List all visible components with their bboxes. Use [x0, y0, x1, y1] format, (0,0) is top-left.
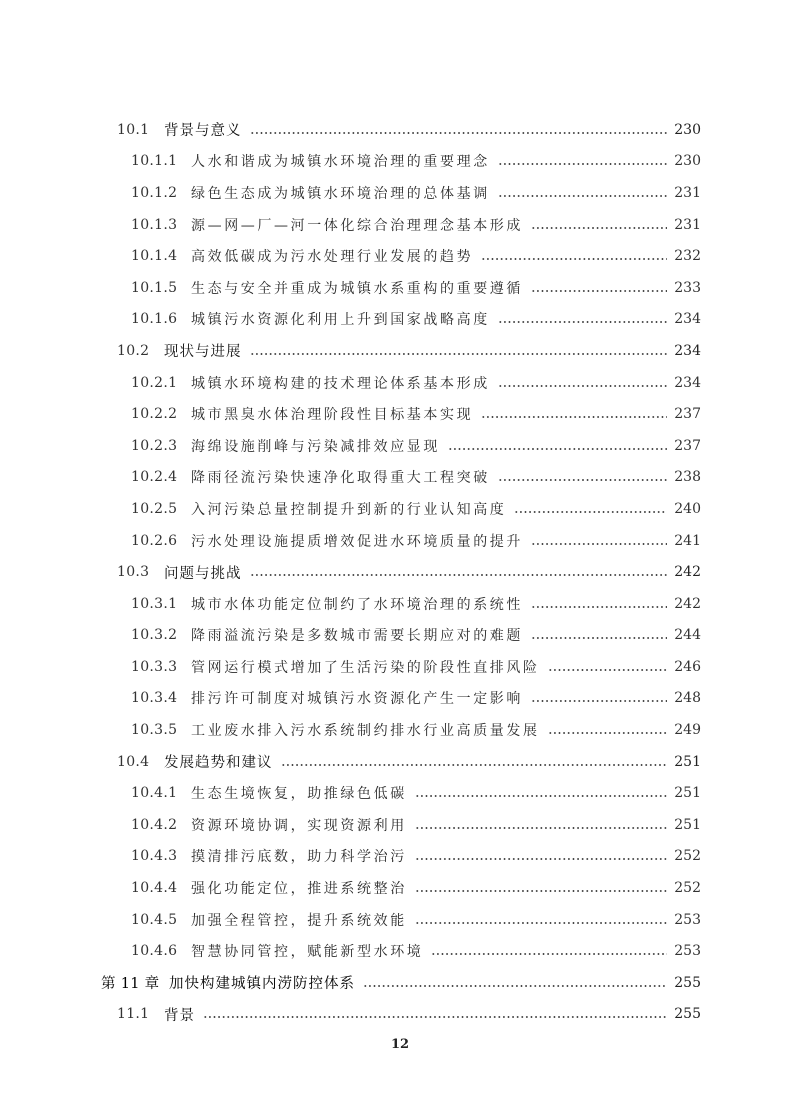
dot-leader	[514, 511, 667, 513]
toc-entry-title: 城市黑臭水体治理阶段性目标基本实现	[191, 407, 474, 424]
toc-entry-page: 248	[674, 690, 701, 707]
toc-entry-number: 10.4.1	[131, 785, 178, 802]
toc-entry-title: 生态生境恢复，助推绿色低碳	[191, 786, 407, 803]
dot-leader	[415, 890, 667, 892]
toc-subsection-entry[interactable]	[0, 462, 800, 494]
toc-entry-number: 10.1.1	[131, 153, 178, 170]
dot-leader	[498, 163, 667, 165]
toc-subsection-entry[interactable]	[0, 683, 800, 715]
toc-entry-number: 11.1	[117, 1006, 150, 1023]
dot-leader	[498, 385, 667, 387]
dot-leader	[448, 448, 667, 450]
toc-entry-page: 252	[674, 880, 701, 897]
toc-subsection-entry[interactable]	[0, 304, 800, 336]
dot-leader	[498, 195, 667, 197]
toc-entry-title: 背景与意义	[164, 123, 242, 140]
toc-entry-title: 现状与进展	[164, 344, 242, 361]
toc-entry-number: 10.2.6	[131, 532, 178, 549]
toc-entry-number: 10.3.1	[131, 595, 178, 612]
dot-leader	[531, 543, 667, 545]
dot-leader	[281, 764, 668, 766]
toc-subsection-entry[interactable]	[0, 240, 800, 272]
toc-entry-page: 238	[674, 469, 701, 486]
toc-entry-page: 237	[674, 406, 701, 423]
dot-leader	[531, 606, 667, 608]
toc-subsection-entry[interactable]	[0, 714, 800, 746]
toc-entry-title: 海绵设施削峰与污染减排效应显现	[191, 438, 440, 455]
toc-entry-number: 10.3.5	[131, 722, 178, 739]
dot-leader	[531, 637, 667, 639]
toc-entry-page: 253	[674, 943, 701, 960]
dot-leader	[431, 953, 667, 955]
toc-subsection-entry[interactable]	[0, 367, 800, 399]
toc-entry-title: 污水处理设施提质增效促进水环境质量的提升	[191, 533, 523, 550]
toc-entry-number: 10.3.3	[131, 658, 178, 675]
toc-entry-title: 强化功能定位，推进系统整治	[191, 881, 407, 898]
dot-leader	[250, 574, 668, 576]
toc-entry-page: 251	[674, 816, 701, 833]
dot-leader	[548, 732, 668, 734]
dot-leader	[250, 353, 668, 355]
toc-entry-number: 第 11 章	[101, 976, 160, 993]
dot-leader	[498, 321, 667, 323]
toc-entry-page: 234	[674, 311, 701, 328]
toc-subsection-entry[interactable]	[0, 904, 800, 936]
toc-subsection-entry[interactable]	[0, 177, 800, 209]
dot-leader	[481, 258, 667, 260]
toc-entry-number: 10.2.4	[131, 469, 178, 486]
toc-entry-title: 入河污染总量控制提升到新的行业认知高度	[191, 501, 507, 518]
dot-leader	[363, 985, 667, 987]
toc-entry-page: 242	[674, 595, 701, 612]
toc-subsection-entry[interactable]	[0, 841, 800, 873]
toc-entry-number: 10.1	[117, 121, 150, 138]
toc-subsection-entry[interactable]	[0, 651, 800, 683]
dot-leader	[415, 858, 667, 860]
toc-entry-page: 240	[674, 500, 701, 517]
toc-entry-page: 246	[674, 658, 701, 675]
toc-entry-page: 251	[674, 785, 701, 802]
toc-entry-title: 排污许可制度对城镇污水资源化产生一定影响	[191, 691, 523, 708]
toc-entry-page: 231	[674, 184, 701, 201]
toc-entry-number: 10.4.5	[131, 911, 178, 928]
toc-section-entry[interactable]	[0, 746, 800, 778]
toc-entry-page: 255	[674, 1006, 701, 1023]
toc-section-entry[interactable]	[0, 335, 800, 367]
toc-entry-title: 工业废水排入污水系统制约排水行业高质量发展	[191, 723, 540, 740]
toc-subsection-entry[interactable]	[0, 272, 800, 304]
toc-subsection-entry[interactable]	[0, 493, 800, 525]
toc-subsection-entry[interactable]	[0, 209, 800, 241]
dot-leader	[531, 700, 667, 702]
dot-leader	[531, 227, 667, 229]
toc-entry-number: 10.2.3	[131, 437, 178, 454]
dot-leader	[250, 132, 668, 134]
toc-entry-number: 10.4.6	[131, 943, 178, 960]
page-number: 12	[390, 1037, 410, 1052]
toc-entry-number: 10.4.2	[131, 816, 178, 833]
toc-subsection-entry[interactable]	[0, 588, 800, 620]
toc-subsection-entry[interactable]	[0, 398, 800, 430]
toc-entry-title: 降雨径流污染快速净化取得重大工程突破	[191, 470, 490, 487]
table-of-contents	[0, 114, 800, 1030]
toc-entry-page: 244	[674, 627, 701, 644]
toc-entry-number: 10.1.4	[131, 248, 178, 265]
toc-entry-page: 231	[674, 216, 701, 233]
toc-subsection-entry[interactable]	[0, 430, 800, 462]
toc-entry-page: 251	[674, 753, 701, 770]
toc-entry-number: 10.2.5	[131, 500, 178, 517]
toc-entry-number: 10.1.6	[131, 311, 178, 328]
toc-entry-number: 10.1.2	[131, 184, 178, 201]
toc-entry-title: 城镇污水资源化利用上升到国家战略高度	[191, 312, 490, 329]
toc-subsection-entry[interactable]	[0, 146, 800, 178]
toc-entry-title: 资源环境协调，实现资源利用	[191, 817, 407, 834]
toc-entry-page: 232	[674, 248, 701, 265]
toc-subsection-entry[interactable]	[0, 525, 800, 557]
toc-entry-title: 摸清排污底数，助力科学治污	[191, 849, 407, 866]
toc-entry-number: 10.3.4	[131, 690, 178, 707]
toc-entry-title: 加快构建城镇内涝防控体系	[169, 976, 355, 993]
toc-entry-title: 背景	[164, 1007, 195, 1024]
toc-entry-page: 234	[674, 342, 701, 359]
toc-entry-number: 10.3	[117, 564, 150, 581]
toc-subsection-entry[interactable]	[0, 809, 800, 841]
dot-leader	[415, 795, 667, 797]
dot-leader	[415, 827, 667, 829]
dot-leader	[481, 416, 667, 418]
dot-leader	[531, 290, 667, 292]
toc-entry-title: 加强全程管控，提升系统效能	[191, 912, 407, 929]
toc-subsection-entry[interactable]	[0, 620, 800, 652]
toc-entry-title: 源—网—厂—河一体化综合治理理念基本形成	[191, 217, 523, 234]
toc-entry-number: 10.1.3	[131, 216, 178, 233]
toc-entry-page: 241	[674, 532, 701, 549]
toc-entry-page: 252	[674, 848, 701, 865]
toc-subsection-entry[interactable]	[0, 935, 800, 967]
toc-entry-number: 10.4.3	[131, 848, 178, 865]
toc-entry-page: 253	[674, 911, 701, 928]
toc-entry-page: 242	[674, 564, 701, 581]
toc-subsection-entry[interactable]	[0, 777, 800, 809]
toc-entry-page: 237	[674, 437, 701, 454]
toc-section-entry[interactable]	[0, 114, 800, 146]
toc-entry-title: 管网运行模式增加了生活污染的阶段性直排风险	[191, 659, 540, 676]
toc-section-entry[interactable]	[0, 999, 800, 1031]
toc-entry-number: 10.4	[117, 753, 150, 770]
toc-entry-page: 230	[674, 121, 701, 138]
toc-entry-title: 人水和谐成为城镇水环境治理的重要理念	[191, 154, 490, 171]
toc-entry-title: 城镇水环境构建的技术理论体系基本形成	[191, 375, 490, 392]
toc-entry-number: 10.2	[117, 342, 150, 359]
toc-entry-page: 255	[674, 974, 701, 991]
toc-entry-number: 10.4.4	[131, 880, 178, 897]
toc-entry-number: 10.2.2	[131, 406, 178, 423]
toc-entry-title: 降雨溢流污染是多数城市需要长期应对的难题	[191, 628, 523, 645]
toc-entry-page: 230	[674, 153, 701, 170]
toc-chapter-entry[interactable]	[0, 967, 800, 999]
toc-entry-title: 绿色生态成为城镇水环境治理的总体基调	[191, 185, 490, 202]
toc-entry-title: 问题与挑战	[164, 565, 242, 582]
toc-entry-number: 10.3.2	[131, 627, 178, 644]
toc-entry-title: 发展趋势和建议	[164, 755, 273, 772]
dot-leader	[415, 922, 667, 924]
dot-leader	[498, 479, 667, 481]
toc-entry-title: 高效低碳成为污水处理行业发展的趋势	[191, 249, 474, 266]
toc-subsection-entry[interactable]	[0, 872, 800, 904]
toc-entry-page: 234	[674, 374, 701, 391]
toc-entry-title: 生态与安全并重成为城镇水系重构的重要遵循	[191, 280, 523, 297]
toc-entry-number: 10.2.1	[131, 374, 178, 391]
toc-entry-page: 249	[674, 722, 701, 739]
toc-entry-number: 10.1.5	[131, 279, 178, 296]
toc-entry-page: 233	[674, 279, 701, 296]
dot-leader	[203, 1016, 667, 1018]
dot-leader	[548, 669, 668, 671]
toc-entry-title: 城市水体功能定位制约了水环境治理的系统性	[191, 596, 523, 613]
toc-entry-title: 智慧协同管控，赋能新型水环境	[191, 944, 424, 961]
toc-section-entry[interactable]	[0, 556, 800, 588]
